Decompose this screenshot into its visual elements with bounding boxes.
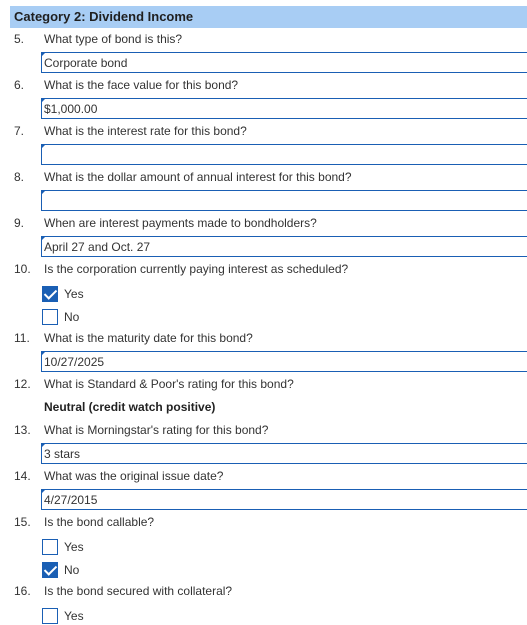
question-number: 5. [14, 32, 25, 46]
question-text: Is the corporation currently paying interest as scheduled? [44, 262, 349, 276]
option-label: Yes [64, 286, 84, 301]
no-checkbox[interactable] [42, 309, 58, 325]
option-label: Yes [64, 608, 84, 623]
question-number: 7. [14, 124, 25, 138]
rating-answer: Neutral (credit watch positive) [44, 400, 216, 414]
yes-checkbox[interactable] [42, 286, 58, 302]
question-number: 8. [14, 170, 25, 184]
question-6 [14, 77, 238, 93]
option-row[interactable] [42, 606, 84, 624]
question-text: What is the dollar amount of annual interest for this bond? [44, 170, 352, 184]
answer-field-13[interactable]: 3 stars [41, 443, 527, 464]
option-label: No [64, 309, 80, 324]
question-number: 13. [14, 423, 31, 437]
question-text: What is the face value for this bond? [44, 78, 239, 92]
question-10 [14, 261, 348, 277]
category-header: Category 2: Dividend Income [10, 6, 527, 28]
answer-field-8[interactable] [41, 190, 527, 211]
question-8 [14, 169, 352, 185]
question-14 [14, 468, 223, 484]
option-row[interactable] [42, 560, 79, 578]
question-16 [14, 583, 232, 599]
question-12 [14, 376, 294, 392]
question-13 [14, 422, 268, 438]
no-checkbox[interactable] [42, 562, 58, 578]
option-row[interactable] [42, 537, 84, 555]
question-7 [14, 123, 247, 139]
question-number: 11. [14, 331, 30, 345]
question-text: Is the bond callable? [44, 515, 155, 529]
question-text: When are interest payments made to bondholders? [44, 216, 317, 230]
option-label: No [64, 562, 80, 577]
question-number: 14. [14, 469, 31, 483]
question-number: 10. [14, 262, 31, 276]
option-row[interactable] [42, 307, 79, 325]
question-text: What is the interest rate for this bond? [44, 124, 247, 138]
question-number: 6. [14, 78, 25, 92]
question-text: What is Standard & Poor's rating for this bond? [44, 377, 294, 391]
question-text: What is the maturity date for this bond? [44, 331, 253, 345]
answer-field-5[interactable]: Corporate bond [41, 52, 527, 73]
question-text: What type of bond is this? [44, 32, 183, 46]
yes-checkbox[interactable] [42, 539, 58, 555]
option-row[interactable] [42, 284, 84, 302]
question-11 [14, 330, 253, 346]
answer-field-14[interactable]: 4/27/2015 [41, 489, 527, 510]
answer-field-7[interactable] [41, 144, 527, 165]
question-text: What was the original issue date? [44, 469, 224, 483]
question-9 [14, 215, 317, 231]
answer-field-9[interactable]: April 27 and Oct. 27 [41, 236, 527, 257]
question-number: 15. [14, 515, 31, 529]
option-label: Yes [64, 539, 84, 554]
question-text: What is Morningstar's rating for this bond? [44, 423, 269, 437]
yes-checkbox[interactable] [42, 608, 58, 624]
question-number: 12. [14, 377, 31, 391]
question-number: 16. [14, 584, 31, 598]
question-number: 9. [14, 216, 25, 230]
answer-field-6[interactable]: $1,000.00 [41, 98, 527, 119]
answer-field-11[interactable]: 10/27/2025 [41, 351, 527, 372]
question-15 [14, 514, 154, 530]
question-text: Is the bond secured with collateral? [44, 584, 233, 598]
question-5 [14, 31, 182, 47]
